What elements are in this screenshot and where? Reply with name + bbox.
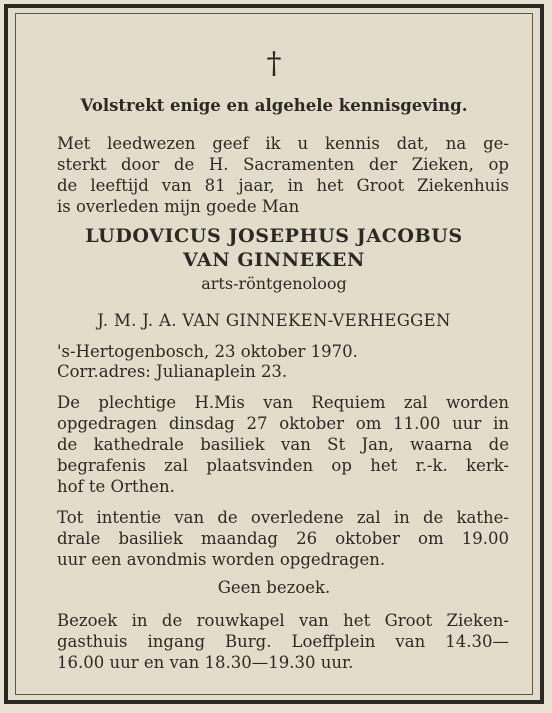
requiem-line: hof te Orthen. [57,477,175,496]
intro-line: is overleden mijn goede Man [57,197,300,216]
death-notice [4,4,544,704]
visit-line: gasthuis ingang Burg. Loeffplein van 14.30— [57,632,509,651]
deceased-name: LUDOVICUS JOSEPHUS JACOBUS [85,225,463,247]
intro-line: sterkt door de H. Sacramenten der Zieken, op [57,155,509,174]
intro-line: de leeftijd van 81 jaar, in het Groot Ziekenhuis [57,176,509,195]
evening-mass-line: drale basiliek maandag 26 oktober om 19.00 [57,529,509,548]
intro-line: Met leedwezen geef ik u kennis dat, na ge- [57,134,509,153]
cross-icon: † [266,46,282,81]
evening-mass-line: uur een avondmis worden opgedragen. [57,550,386,569]
notice-heading: Volstrekt enige en algehele kennisgeving. [80,96,468,115]
widow-name: J. M. J. A. VAN GINNEKEN-VERHEGGEN [97,311,451,330]
requiem-line: de kathedrale basiliek van St Jan, waarna de [57,435,509,454]
requiem-line: opgedragen dinsdag 27 oktober om 11.00 uur in [57,414,509,433]
visit-line: 16.00 uur en van 18.30—19.30 uur. [57,653,354,672]
requiem-line: De plechtige H.Mis van Requiem zal worden [57,393,509,412]
evening-mass-line: Tot intentie van de overledene zal in de kathe- [57,508,509,527]
place-date: 's-Hertogenbosch, 23 oktober 1970. [57,342,358,361]
visit-line: Bezoek in de rouwkapel van het Groot Zieken- [57,611,509,630]
deceased-surname: VAN GINNEKEN [183,249,365,271]
profession: arts-röntgenoloog [201,274,347,293]
no-visit: Geen bezoek. [217,578,331,597]
requiem-line: begrafenis zal plaatsvinden op het r.-k. kerk- [57,456,509,475]
correspondence-address: Corr.adres: Julianaplein 23. [57,362,288,381]
